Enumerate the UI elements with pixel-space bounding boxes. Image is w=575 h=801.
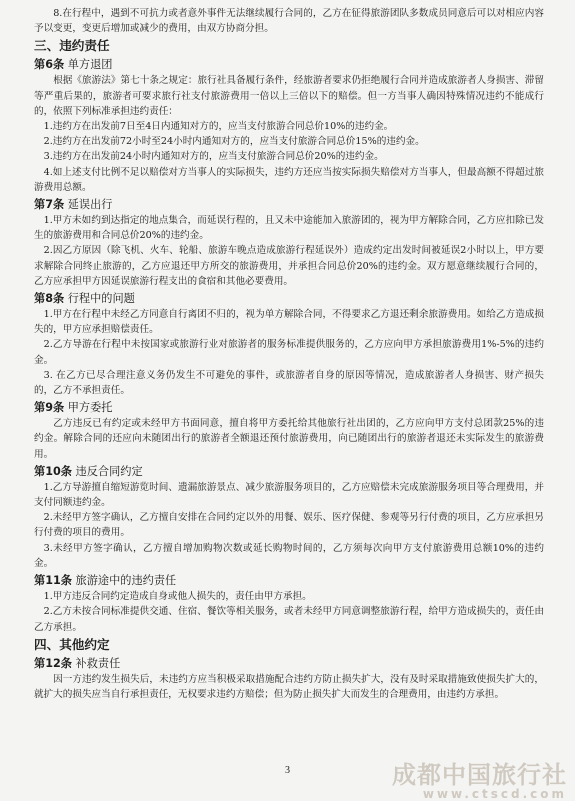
article-6-item: 4.如上述支付比例不足以赔偿对方当事人的实际损失，违约方还应当按实际损失赔偿对方当事人，但最高额不得超过旅游费用总额。 [34, 166, 544, 193]
article-6-item: 3.违约方在出发前24小时内通知对方的，应当支付旅游合同总价20%的违约金。 [43, 151, 384, 163]
article-8-item: 1.甲方在行程中未经乙方同意自行离团不归的，视为单方解除合同，不得要求乙方退还剩余旅游费用。如给乙方造成损失的，甲方应承担赔偿责任。 [34, 309, 544, 336]
article-9-title: 甲方委托 [67, 401, 113, 415]
article-11-item: 1.甲方违反合同约定造成自身或他人损失的，责任由甲方承担。 [43, 591, 312, 603]
watermark-name: 成都中国旅行社 [392, 761, 567, 789]
article-8-heading [34, 290, 544, 307]
article-12-title: 补救责任 [75, 656, 121, 670]
article-10-heading [34, 463, 544, 480]
article-9-label: 第9条 [34, 401, 65, 415]
article-10-title: 违反合同约定 [75, 464, 143, 478]
article-6-heading [34, 56, 544, 73]
article-10-item: 2.未经甲方签字确认，乙方擅自安排在合同约定以外的用餐、娱乐、医疗保健、参观等另行付费的项目，乙方应承担另行付费的项目的费用。 [34, 512, 544, 539]
article-7-heading [34, 196, 544, 213]
article-7-label: 第7条 [34, 198, 65, 212]
article-8-item: 2.乙方导游在行程中未按国家或旅游行业对旅游者的服务标准提供服务的，乙方应向甲方承担旅游费用1%-5%的违约金。 [34, 339, 544, 366]
article-12-body: 因一方违约发生损失后，未违约方应当积极采取措施配合违约方防止损失扩大，没有及时采取措施致使损失扩大的，就扩大的损失应当自行承担责任，无权要求违约方赔偿；但为防止损失扩大而发生的合理费用，由违约方承担。 [34, 673, 544, 700]
article-6-item: 1.违约方在出发前7日至4日内通知对方的，应当支付旅游合同总价10%的违约金。 [43, 121, 394, 133]
watermark-url: www.ctscd.com [422, 787, 567, 801]
article-9-body: 乙方违反已有约定或未经甲方书面同意，擅自将甲方委托给其他旅行社出团的，乙方应向甲方支付总团款25%的违约金。解除合同的还应向未随团出行的旅游者全额退还预付旅游费用，向已随团出行的旅游者退还未实际发生的旅游费用。 [34, 418, 544, 460]
article-6-intro: 根据《旅游法》第七十条之规定：旅行社具备履行条件，经旅游者要求仍拒绝履行合同并造成旅游者人身损害、滞留等严重后果的，旅游者可要求旅行社支付旅游费用一倍以上三倍以下的赔偿。但一方当事人确因特殊情况违约不能成行的，依照下列标准承担违约责任： [34, 75, 544, 117]
article-7-item: 1.甲方未如约到达指定的地点集合，而延误行程的，且又未中途能加入旅游团的，视为甲方解除合同，乙方应扣除已发生的旅游费用和合同总价20%的违约金。 [34, 215, 544, 242]
article-8-title: 行程中的问题 [67, 292, 135, 306]
article-10-item: 1.乙方导游擅自缩短游览时间、遗漏旅游景点、减少旅游服务项目的，乙方应赔偿未完成旅游服务项目等合理费用，并支付同额违约金。 [34, 481, 544, 509]
article-8-item: 3. 在乙方已尽合理注意义务仍发生不可避免的事件，或旅游者自身的原因等情况，造成旅游者人身损害、财产损失的，乙方不承担责任。 [34, 369, 544, 397]
page-number: 3 [285, 765, 290, 776]
article-7-title: 延误出行 [67, 198, 113, 212]
clause-force-majeure: 8.在行程中，遇到不可抗力或者意外事件无法继续履行合同的，乙方在征得旅游团队多数成员同意后可以对相应内容予以变更，变更后增加或减少的费用，由双方协商分担。 [34, 8, 544, 35]
article-8-label: 第8条 [34, 292, 65, 306]
article-6-item: 2.违约方在出发前72小时至24小时内通知对方的，应当支付旅游合同总价15%的违约金。 [43, 136, 425, 148]
article-10-label: 第10条 [34, 464, 72, 478]
article-11-item: 2.乙方未按合同标准提供交通、住宿、餐饮等相关服务，或者未经甲方同意调整旅游行程，给甲方造成损失的，责任由乙方承担。 [34, 606, 544, 633]
article-12-heading [34, 655, 544, 672]
article-6-title: 单方退团 [67, 58, 113, 72]
article-11-title: 旅游途中的违约责任 [75, 574, 177, 588]
section-title-breach-liability: 三、违约责任 [34, 38, 110, 54]
article-11-label: 第11条 [34, 574, 72, 588]
article-10-item: 3.未经甲方签字确认，乙方擅自增加购物次数或延长购物时间的，乙方须每次向甲方支付旅游费用总额10%的违约金。 [34, 542, 544, 569]
article-6-label: 第6条 [34, 58, 65, 72]
article-11-heading [34, 572, 544, 589]
article-9-heading [34, 399, 544, 416]
section-title-other-terms: 四、其他约定 [34, 636, 110, 652]
article-7-item: 2.因乙方原因（除飞机、火车、轮船、旅游车晚点造成旅游行程延误外）造成约定出发时间被延误2小时以上，甲方要求解除合同终止旅游的，乙方应退还甲方所交的旅游费用，并承担合同总价20%的违约金。双方愿意继续履行合同的，乙方应承担甲方因延误旅游行程支出的食宿和其他必要费用。 [34, 245, 544, 287]
agency-watermark [392, 762, 567, 800]
article-12-label: 第12条 [34, 656, 72, 670]
contract-page [34, 6, 544, 702]
